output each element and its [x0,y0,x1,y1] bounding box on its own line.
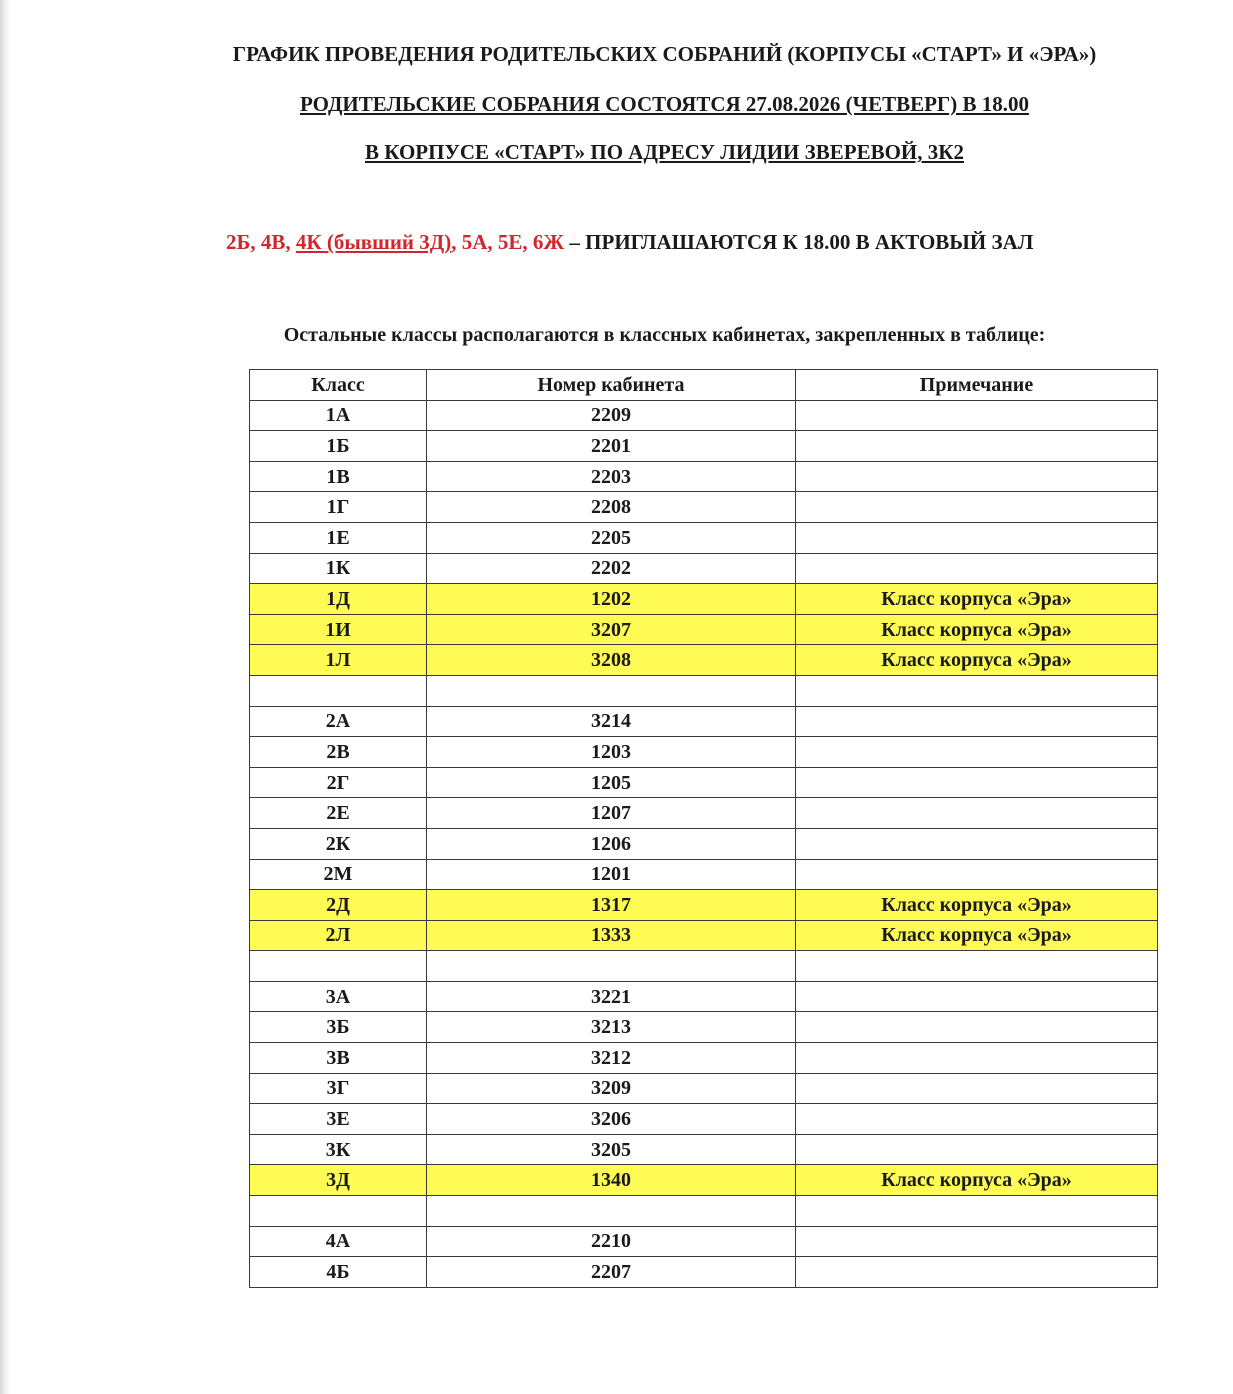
cell-room: 1207 [427,798,796,829]
cell-class: 4А [250,1226,427,1257]
table-row [250,767,1158,798]
cell-class: 1К [250,553,427,584]
cell-class [250,951,427,982]
meeting-date-line: РОДИТЕЛЬСКИЕ СОБРАНИЯ СОСТОЯТСЯ 27.08.2026 (ЧЕТВЕРГ) В 18.00 [299,92,1030,116]
cell-class: 1Г [250,492,427,523]
cell-class: 1И [250,614,427,645]
header-note: Примечание [796,370,1158,401]
cell-note: Класс корпуса «Эра» [796,584,1158,615]
table-row [250,492,1158,523]
cell-room: 3205 [427,1134,796,1165]
cell-room: 3209 [427,1073,796,1104]
table-row [250,1012,1158,1043]
invited-classes-1: 2Б, 4В, [226,230,296,254]
cell-room: 3214 [427,706,796,737]
table-row [250,675,1158,706]
table-row [250,981,1158,1012]
cell-room: 3221 [427,981,796,1012]
cell-note [796,798,1158,829]
table-row [250,859,1158,890]
cell-room [427,675,796,706]
cell-room: 3208 [427,645,796,676]
invitation-text: – ПРИГЛАШАЮТСЯ К 18.00 В АКТОВЫЙ ЗАЛ [564,230,1034,254]
table-row [250,920,1158,951]
cell-note: Класс корпуса «Эра» [796,920,1158,951]
header-class: Класс [250,370,427,401]
cell-room: 2207 [427,1257,796,1288]
table-row [250,798,1158,829]
cell-class: 1Д [250,584,427,615]
table-row [250,1226,1158,1257]
table-row [250,1104,1158,1135]
cell-note [796,951,1158,982]
cell-note [796,431,1158,462]
cell-note [796,400,1158,431]
cell-note [796,1043,1158,1074]
cell-class: 1В [250,461,427,492]
cell-note [796,1257,1158,1288]
table-row [250,737,1158,768]
cell-note: Класс корпуса «Эра» [796,890,1158,921]
cell-class: 1Е [250,522,427,553]
cell-note: Класс корпуса «Эра» [796,1165,1158,1196]
cell-room: 1202 [427,584,796,615]
cell-note [796,492,1158,523]
cell-note [796,522,1158,553]
cell-room [427,951,796,982]
table-row [250,553,1158,584]
cell-note [796,767,1158,798]
cell-room: 2209 [427,400,796,431]
cell-room: 3212 [427,1043,796,1074]
table-row [250,1165,1158,1196]
cell-note [796,706,1158,737]
cell-note [796,1104,1158,1135]
cell-class: 2Л [250,920,427,951]
cell-note [796,1226,1158,1257]
cell-room: 2210 [427,1226,796,1257]
cell-class: 2М [250,859,427,890]
cell-class: 1Л [250,645,427,676]
cell-room: 2205 [427,522,796,553]
cell-room: 2203 [427,461,796,492]
cell-class: 3Д [250,1165,427,1196]
cell-class: 2Д [250,890,427,921]
room-assignment-table [249,369,1158,1288]
table-row [250,890,1158,921]
cell-class: 3Г [250,1073,427,1104]
document-title: ГРАФИК ПРОВЕДЕНИЯ РОДИТЕЛЬСКИХ СОБРАНИЙ (КОРПУСЫ «СТАРТ» И «ЭРА») [232,42,1097,66]
cell-room: 1206 [427,828,796,859]
cell-room: 2208 [427,492,796,523]
table-row [250,951,1158,982]
table-row [250,1196,1158,1227]
cell-note [796,859,1158,890]
cell-room: 3206 [427,1104,796,1135]
cell-room: 1333 [427,920,796,951]
cell-room: 1340 [427,1165,796,1196]
cell-class: 2А [250,706,427,737]
assembly-hall-invitation [226,230,1033,255]
page-left-shadow [0,0,9,1394]
cell-note: Класс корпуса «Эра» [796,645,1158,676]
cell-class: 2К [250,828,427,859]
table-header-row [250,370,1158,401]
cell-class: 3К [250,1134,427,1165]
table-intro-note: Остальные классы располагаются в классных кабинетах, закрепленных в таблице: [283,324,1046,346]
table-row [250,400,1158,431]
cell-room: 2202 [427,553,796,584]
table-row [250,584,1158,615]
table-row [250,645,1158,676]
cell-room: 2201 [427,431,796,462]
cell-room: 1205 [427,767,796,798]
table-row [250,1073,1158,1104]
header-room: Номер кабинета [427,370,796,401]
table-row [250,706,1158,737]
cell-note [796,461,1158,492]
cell-room: 1317 [427,890,796,921]
cell-class [250,1196,427,1227]
cell-room [427,1196,796,1227]
cell-note [796,1012,1158,1043]
table-row [250,431,1158,462]
cell-note: Класс корпуса «Эра» [796,614,1158,645]
cell-class: 2Г [250,767,427,798]
cell-note [796,828,1158,859]
cell-class: 2Е [250,798,427,829]
cell-note [796,1134,1158,1165]
cell-note [796,737,1158,768]
cell-class: 3Е [250,1104,427,1135]
cell-class: 3В [250,1043,427,1074]
table-body [250,400,1158,1287]
cell-room: 1201 [427,859,796,890]
table-row [250,1257,1158,1288]
cell-note [796,553,1158,584]
cell-class: 1А [250,400,427,431]
table-row [250,828,1158,859]
table-row [250,1134,1158,1165]
cell-class: 1Б [250,431,427,462]
meeting-address-line: В КОРПУСЕ «СТАРТ» ПО АДРЕСУ ЛИДИИ ЗВЕРЕВОЙ, 3К2 [365,140,964,164]
cell-class: 3Б [250,1012,427,1043]
cell-class [250,675,427,706]
table-row [250,1043,1158,1074]
cell-note [796,981,1158,1012]
table-row [250,461,1158,492]
cell-room: 3213 [427,1012,796,1043]
cell-class: 4Б [250,1257,427,1288]
invited-class-renamed: 4К (бывший 3Д) [295,230,452,254]
cell-class: 2В [250,737,427,768]
cell-room: 1203 [427,737,796,768]
table-row [250,522,1158,553]
cell-note [796,1073,1158,1104]
cell-room: 3207 [427,614,796,645]
cell-class: 3А [250,981,427,1012]
table-row [250,614,1158,645]
cell-note [796,1196,1158,1227]
cell-note [796,675,1158,706]
invited-classes-2: , 5А, 5Е, 6Ж [451,230,565,254]
